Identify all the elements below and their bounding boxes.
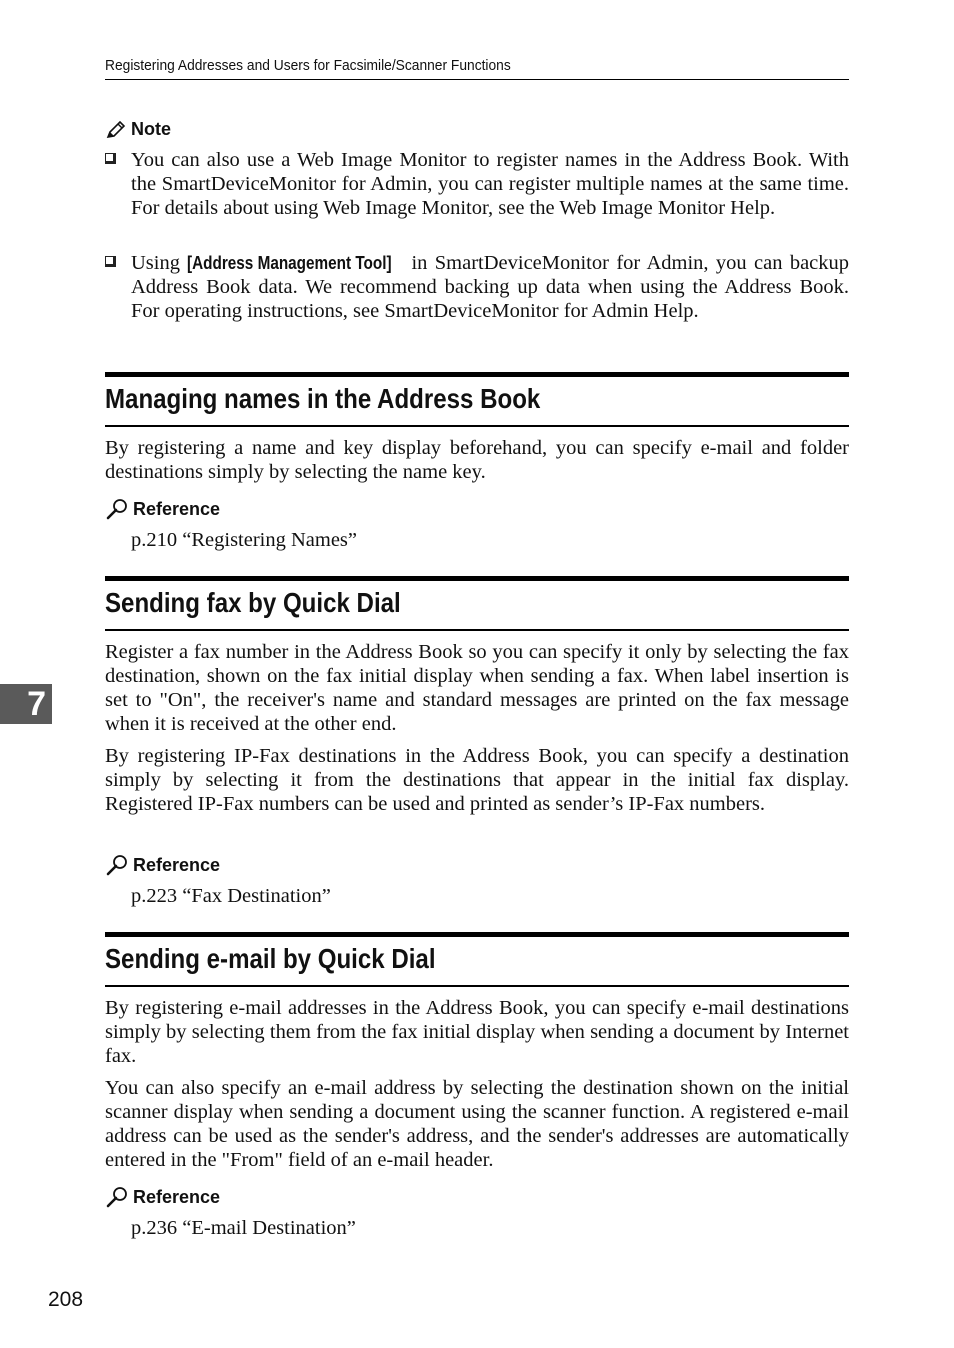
- reference-heading-text: Reference: [133, 1186, 221, 1207]
- paragraph: By registering e-mail addresses in the Address Book, you can specify e-mail destinations simply by selecting them from the fax initial display when sending a document by Internet fax.: [105, 997, 849, 1067]
- reference-heading: [105, 854, 220, 876]
- note-heading: [105, 119, 171, 140]
- header-rule: [105, 79, 849, 80]
- magnifier-reference-icon: [105, 1186, 129, 1208]
- paragraph: Register a fax number in the Address Book so you can specify it only by selecting the fax destination, shown on the fax initial display when sending a fax. When label insertion is set to "On", the receiver's name and standard messages are printed on the fax message when it is received at the other end.: [105, 641, 849, 735]
- pencil-note-icon: [105, 120, 127, 140]
- section-top-rule: [105, 576, 849, 581]
- section-bottom-rule: [105, 629, 849, 631]
- section-top-rule: [105, 932, 849, 937]
- note-item-text: [131, 251, 849, 323]
- page-number: 208: [48, 1288, 84, 1311]
- magnifier-reference-icon: [105, 498, 129, 520]
- reference-heading-text: Reference: [133, 854, 221, 875]
- checkbox-bullet-icon: [105, 153, 116, 164]
- note-item-text: You can also use a Web Image Monitor to register names in the Address Book. With the SmartDeviceMonitor for Admin, you can register multiple names at the same time. For details about using Web Image Monitor, see the Web Image Monitor Help.: [131, 149, 849, 219]
- note-item-before: Using: [131, 252, 180, 274]
- chapter-tab: 7: [0, 684, 52, 724]
- paragraph: You can also specify an e-mail address by selecting the destination shown on the initial scanner display when sending a document using the scanner function. A registered e-mail address can be used as the sender's address, and the sender's addresses are automatically entered in the "From" field of an e-mail header.: [105, 1077, 849, 1171]
- reference-link[interactable]: p.236 “E-mail Destination”: [131, 1217, 356, 1239]
- reference-heading: [105, 1186, 220, 1208]
- section-bottom-rule: [105, 425, 849, 427]
- checkbox-bullet-icon: [105, 256, 116, 267]
- note-item: [105, 251, 849, 323]
- reference-link[interactable]: p.223 “Fax Destination”: [131, 885, 331, 907]
- magnifier-reference-icon: [105, 854, 129, 876]
- section-top-rule: [105, 372, 849, 377]
- section-title: Managing names in the Address Book: [105, 383, 541, 414]
- note-item-after: in SmartDeviceMonitor for Admin, you can backup Address Book data. We recommend backing up data when using the Address Book. For operating instructions, see SmartDeviceMonitor for Admin Help.: [131, 252, 850, 322]
- section-title: Sending fax by Quick Dial: [105, 587, 401, 618]
- reference-heading: [105, 498, 220, 520]
- reference-link[interactable]: p.210 “Registering Names”: [131, 529, 358, 551]
- reference-heading-text: Reference: [133, 498, 221, 519]
- note-heading-text: Note: [131, 119, 171, 139]
- running-head: Registering Addresses and Users for Facsimile/Scanner Functions: [105, 57, 511, 74]
- ui-label: [Address Management Tool]: [187, 253, 392, 273]
- note-item: [105, 148, 849, 220]
- paragraph: By registering a name and key display beforehand, you can specify e-mail and folder destinations simply by selecting the name key.: [105, 437, 849, 483]
- paragraph: By registering IP-Fax destinations in the Address Book, you can specify a destination simply by selecting it from the destinations that appear in the initial fax display. Registered IP-Fax numbers can be used and printed as sender’s IP-Fax numbers.: [105, 745, 849, 815]
- section-bottom-rule: [105, 985, 849, 987]
- section-title: Sending e-mail by Quick Dial: [105, 943, 436, 974]
